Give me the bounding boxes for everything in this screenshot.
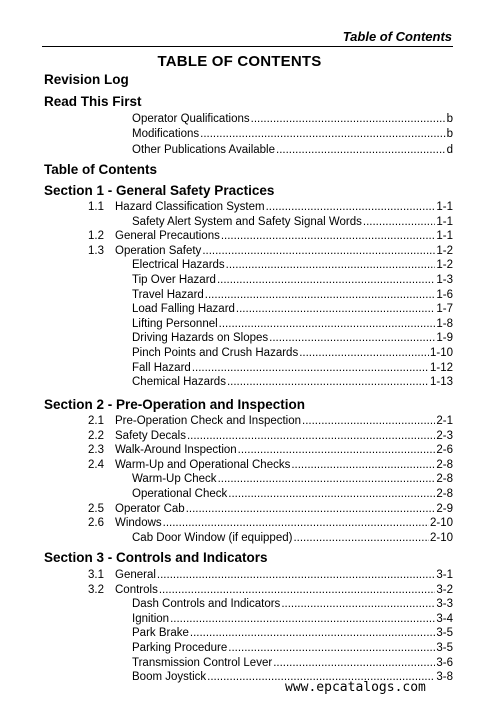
toc-entry-title: Pre-Operation Check and Inspection bbox=[115, 415, 302, 427]
toc-entry-title: Parking Procedure bbox=[132, 642, 228, 654]
toc-entry-title: Transmission Control Lever bbox=[132, 656, 273, 669]
page-title: TABLE OF CONTENTS bbox=[157, 53, 322, 70]
toc-entry[interactable] bbox=[132, 127, 453, 141]
toc-dot-leader bbox=[228, 487, 435, 501]
toc-entry-title: Walk-Around Inspection bbox=[115, 444, 237, 457]
toc-dot-leader bbox=[251, 112, 446, 126]
toc-entry-number: 3.2 bbox=[88, 583, 104, 596]
toc-entry[interactable] bbox=[88, 244, 453, 258]
toc-entry-title: General bbox=[115, 569, 156, 581]
toc-entry[interactable] bbox=[88, 414, 453, 428]
toc-entry-title: Modifications bbox=[132, 128, 200, 141]
watermark: www.epcatalogs.com bbox=[285, 680, 426, 695]
toc-entry-page: 2-10 bbox=[429, 531, 453, 544]
toc-entry-page: 1-13 bbox=[429, 376, 453, 389]
toc-entry-page: 1-7 bbox=[436, 303, 453, 316]
toc-entry-title: Driving Hazards on Slopes bbox=[132, 332, 269, 345]
toc-entry[interactable] bbox=[88, 200, 453, 214]
toc-entry[interactable] bbox=[132, 641, 453, 655]
toc-entry-title: Lifting Personnel bbox=[132, 317, 218, 330]
toc-entry-number: 1.1 bbox=[88, 201, 104, 213]
toc-entry-page: 3-4 bbox=[436, 612, 453, 625]
header-rule bbox=[42, 46, 453, 47]
toc-entry-title: Park Brake bbox=[132, 627, 189, 640]
toc-dot-leader bbox=[219, 317, 436, 331]
toc-entry-page: d bbox=[446, 143, 453, 156]
toc-dot-leader bbox=[273, 656, 435, 670]
toc-entry[interactable] bbox=[132, 531, 453, 545]
toc-entry-title: Operator Qualifications bbox=[132, 113, 250, 125]
toc-entry-page: 2-8 bbox=[436, 473, 453, 486]
toc-dot-leader bbox=[363, 215, 435, 229]
toc-entry[interactable] bbox=[132, 626, 453, 640]
toc-entry[interactable] bbox=[88, 583, 453, 597]
heading-read-this-first[interactable]: Read This First bbox=[44, 94, 142, 109]
toc-entry-title: Operational Check bbox=[132, 488, 228, 500]
toc-entry-title: Cab Door Window (if equipped) bbox=[132, 531, 293, 544]
toc-dot-leader bbox=[291, 458, 435, 472]
toc-dot-leader bbox=[200, 127, 445, 141]
toc-entry-page: 3-5 bbox=[436, 627, 453, 640]
toc-dot-leader bbox=[281, 597, 435, 611]
toc-entry-page: 2-1 bbox=[436, 415, 453, 427]
toc-entry-page: 1-9 bbox=[436, 332, 453, 345]
toc-entry-page: 3-8 bbox=[436, 671, 453, 684]
toc-dot-leader bbox=[187, 429, 435, 443]
toc-entry-number: 1.3 bbox=[88, 244, 104, 257]
toc-entry[interactable] bbox=[88, 229, 453, 243]
toc-entry[interactable] bbox=[132, 317, 453, 331]
heading-section-1[interactable]: Section 1 - General Safety Practices bbox=[44, 183, 275, 198]
toc-entry-page: 1-10 bbox=[429, 347, 453, 359]
toc-entry-number: 2.4 bbox=[88, 458, 104, 471]
running-head: Table of Contents bbox=[342, 29, 452, 44]
toc-dot-leader bbox=[293, 531, 429, 545]
toc-dot-leader bbox=[227, 375, 429, 389]
toc-dot-leader bbox=[266, 200, 436, 214]
toc-entry-page: 1-1 bbox=[436, 230, 453, 243]
toc-entry-page: 2-9 bbox=[436, 502, 453, 515]
toc-entry[interactable] bbox=[132, 273, 453, 287]
toc-dot-leader bbox=[236, 302, 435, 316]
toc-dot-leader bbox=[202, 244, 435, 258]
toc-entry-page: 2-6 bbox=[436, 444, 453, 457]
heading-section-2[interactable]: Section 2 - Pre-Operation and Inspection bbox=[44, 397, 306, 412]
toc-dot-leader bbox=[217, 273, 435, 287]
toc-dot-leader bbox=[190, 626, 435, 640]
heading-table-of-contents[interactable]: Table of Contents bbox=[44, 162, 157, 177]
toc-entry[interactable] bbox=[132, 375, 453, 389]
toc-entry-number: 2.2 bbox=[88, 429, 104, 442]
toc-entry-title: Pinch Points and Crush Hazards bbox=[132, 347, 299, 359]
toc-entry-title: Load Falling Hazard bbox=[132, 303, 235, 316]
toc-dot-leader bbox=[302, 414, 435, 428]
toc-entry-page: b bbox=[446, 113, 453, 125]
toc-entry-title: Warm-Up and Operational Checks bbox=[115, 458, 291, 471]
heading-section-3[interactable]: Section 3 - Controls and Indicators bbox=[44, 550, 268, 565]
toc-entry[interactable] bbox=[88, 429, 453, 443]
toc-entry-page: 3-1 bbox=[436, 569, 453, 581]
toc-entry[interactable] bbox=[132, 258, 453, 272]
toc-entry[interactable] bbox=[132, 472, 453, 486]
toc-dot-leader bbox=[221, 229, 436, 243]
toc-entry-number: 3.1 bbox=[88, 569, 104, 581]
toc-entry-page: 3-2 bbox=[436, 583, 453, 596]
toc-entry[interactable] bbox=[88, 502, 453, 516]
toc-entry-title: Chemical Hazards bbox=[132, 376, 226, 389]
toc-entry-page: 3-5 bbox=[436, 642, 453, 654]
toc-entry-title: Safety Alert System and Safety Signal Words bbox=[132, 215, 362, 228]
toc-entry-title: Safety Decals bbox=[115, 429, 186, 442]
toc-entry-page: 1-12 bbox=[429, 361, 453, 374]
toc-entry[interactable] bbox=[132, 331, 453, 345]
toc-dot-leader bbox=[276, 143, 446, 157]
toc-entry-page: 1-8 bbox=[436, 317, 453, 330]
toc-dot-leader bbox=[269, 331, 435, 345]
toc-entry[interactable] bbox=[88, 443, 453, 457]
toc-entry[interactable] bbox=[88, 568, 453, 582]
toc-entry-title: Controls bbox=[115, 583, 158, 596]
toc-entry-page: 1-6 bbox=[436, 288, 453, 301]
toc-entry-number: 2.5 bbox=[88, 502, 104, 515]
toc-dot-leader bbox=[163, 516, 429, 530]
toc-entry-page: 1-1 bbox=[436, 215, 453, 228]
toc-entry-title: Boom Joystick bbox=[132, 671, 207, 684]
toc-entry-number: 2.3 bbox=[88, 444, 104, 457]
toc-entry-title: Fall Hazard bbox=[132, 361, 191, 374]
toc-entry-number: 2.6 bbox=[88, 517, 104, 530]
toc-entry-title: Travel Hazard bbox=[132, 288, 204, 301]
toc-dot-leader bbox=[159, 583, 436, 597]
toc-entry[interactable] bbox=[132, 215, 453, 229]
toc-entry[interactable] bbox=[88, 458, 453, 472]
toc-entry[interactable] bbox=[132, 112, 453, 126]
toc-entry-page: 3-3 bbox=[436, 598, 453, 611]
toc-entry-page: 1-2 bbox=[436, 244, 453, 257]
toc-entry-number: 1.2 bbox=[88, 230, 104, 243]
toc-dot-leader bbox=[218, 472, 436, 486]
toc-entry[interactable] bbox=[132, 656, 453, 670]
toc-entry-title: Electrical Hazards bbox=[132, 259, 225, 272]
toc-entry-title: Dash Controls and Indicators bbox=[132, 598, 281, 611]
toc-entry[interactable] bbox=[132, 288, 453, 302]
toc-entry-title: Warm-Up Check bbox=[132, 473, 217, 486]
toc-dot-leader bbox=[186, 502, 436, 516]
toc-entry-page: 1-2 bbox=[436, 259, 453, 272]
toc-entry-page: 2-8 bbox=[436, 488, 453, 500]
toc-entry-title: Operator Cab bbox=[115, 502, 185, 515]
toc-entry-page: 1-3 bbox=[436, 274, 453, 286]
toc-entry-page: 2-3 bbox=[436, 429, 453, 442]
toc-entry[interactable] bbox=[132, 361, 453, 375]
toc-dot-leader bbox=[170, 612, 435, 626]
toc-dot-leader bbox=[238, 443, 436, 457]
toc-entry[interactable] bbox=[132, 346, 453, 360]
toc-entry[interactable] bbox=[132, 143, 453, 157]
toc-dot-leader bbox=[299, 346, 429, 360]
toc-dot-leader bbox=[205, 288, 436, 302]
toc-entry-page: 3-6 bbox=[436, 656, 453, 669]
toc-entry-title: Ignition bbox=[132, 612, 170, 625]
toc-entry-title: Windows bbox=[115, 517, 162, 530]
toc-entry-title: General Precautions bbox=[115, 230, 220, 243]
toc-entry-number: 2.1 bbox=[88, 415, 104, 427]
toc-entry[interactable] bbox=[132, 612, 453, 626]
toc-entry-title: Tip Over Hazard bbox=[132, 274, 216, 286]
toc-entry[interactable] bbox=[88, 516, 453, 530]
toc-entry[interactable] bbox=[132, 487, 453, 501]
toc-entry[interactable] bbox=[132, 302, 453, 316]
toc-entry-page: 2-10 bbox=[429, 517, 453, 530]
toc-dot-leader bbox=[226, 258, 436, 272]
heading-revision-log[interactable]: Revision Log bbox=[44, 72, 129, 87]
toc-entry-page: 1-1 bbox=[436, 201, 453, 213]
toc-dot-leader bbox=[228, 641, 435, 655]
toc-entry[interactable] bbox=[132, 597, 453, 611]
toc-dot-leader bbox=[157, 568, 435, 582]
toc-entry-title: Operation Safety bbox=[115, 244, 202, 257]
toc-entry-title: Other Publications Available bbox=[132, 143, 275, 156]
toc-dot-leader bbox=[192, 361, 429, 375]
toc-entry-page: b bbox=[446, 128, 453, 141]
toc-entry-title: Hazard Classification System bbox=[115, 201, 265, 213]
toc-entry-page: 2-8 bbox=[436, 458, 453, 471]
